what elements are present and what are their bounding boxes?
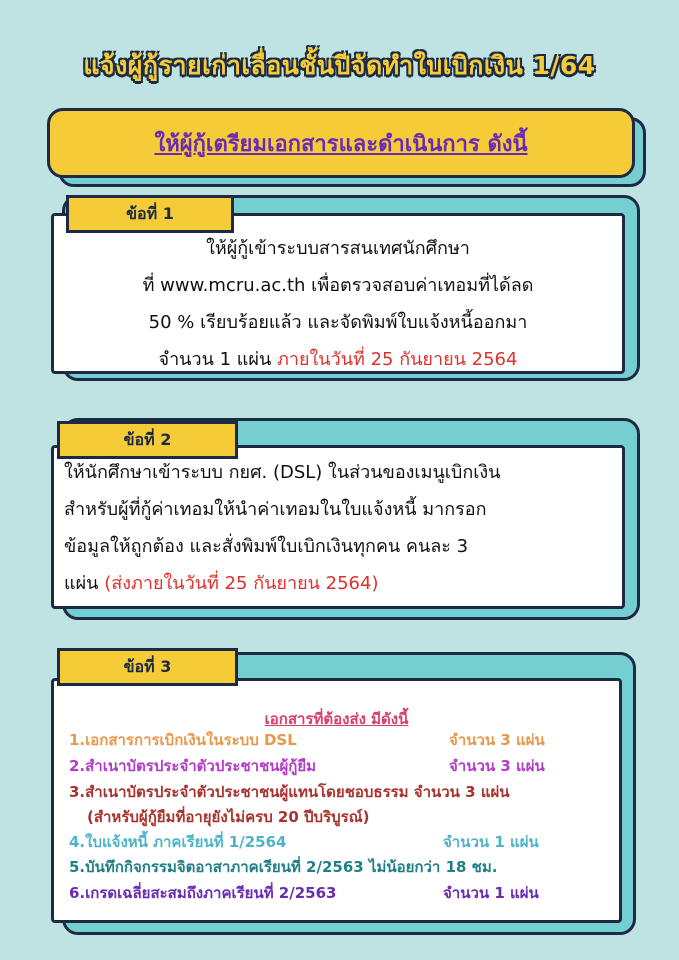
document-quantity: จำนวน 3 แผ่น bbox=[449, 757, 545, 775]
document-item: 2.สำเนาบัตรประจำตัวประชาชนผู้กู้ยืม bbox=[69, 757, 317, 775]
step1-line2: ที่ www.mcru.ac.th เพื่อตรวจสอบค่าเทอมที่ได้ลด bbox=[142, 275, 534, 296]
document-item: 3.สำเนาบัตรประจำตัวประชาชนผู้แทนโดยชอบธรรม จำนวน 3 แผ่น bbox=[69, 783, 510, 801]
step2-line1: ให้นักศึกษาเข้าระบบ กยศ. (DSL) ในส่วนของเมนูเบิกเงิน bbox=[64, 462, 501, 483]
document-item: 4.ใบแจ้งหนี้ ภาคเรียนที่ 1/2564 bbox=[69, 833, 287, 851]
step1-card bbox=[51, 213, 625, 374]
step2-deadline: (ส่งภายในวันที่ 25 กันยายน 2564) bbox=[104, 573, 379, 594]
step1-line4-prefix: จำนวน 1 แผ่น bbox=[158, 349, 277, 370]
document-item: 6.เกรดเฉลี่ยสะสมถึงภาคเรียนที่ 2/2563 bbox=[69, 884, 337, 902]
banner-text: ให้ผู้กู้เตรียมเอกสารและดำเนินการ ดังนี้ bbox=[154, 131, 528, 157]
step1-line1: ให้ผู้กู้เข้าระบบสารสนเทศนักศึกษา bbox=[206, 238, 470, 259]
document-quantity: จำนวน 1 แผ่น bbox=[443, 884, 539, 902]
step2-line2: สำหรับผู้ที่กู้ค่าเทอมให้นำค่าเทอมในใบแจ้งหนี้ มากรอก bbox=[64, 499, 487, 520]
documents-title: เอกสารที่ต้องส่ง มีดังนี้ bbox=[264, 710, 409, 728]
step2-line4 bbox=[64, 565, 620, 602]
document-quantity: จำนวน 1 แผ่น bbox=[443, 833, 539, 851]
step2-line4-prefix: แผ่น bbox=[64, 573, 105, 594]
document-quantity: จำนวน 3 แผ่น bbox=[449, 731, 545, 749]
step2-card bbox=[51, 445, 625, 609]
step3-tag: ข้อที่ 3 bbox=[57, 648, 238, 686]
step1-line4 bbox=[54, 341, 622, 378]
document-item: 1.เอกสารการเบิกเงินในระบบ DSL bbox=[69, 731, 297, 749]
page-title: แจ้งผู้กู้รายเก่าเลื่อนชั้นปีจัดทำใบเบิกเงิน 1/64 bbox=[83, 51, 596, 80]
document-item: (สำหรับผู้กู้ยืมที่อายุยังไม่ครบ 20 ปีบริบูรณ์) bbox=[87, 808, 370, 826]
step2-line3: ข้อมูลให้ถูกต้อง และสั่งพิมพ์ใบเบิกเงินทุกคน คนละ 3 bbox=[64, 536, 469, 557]
step1-tag: ข้อที่ 1 bbox=[66, 195, 234, 233]
instructions-banner bbox=[47, 108, 635, 178]
step2-tag: ข้อที่ 2 bbox=[57, 421, 238, 459]
step3-card bbox=[51, 678, 622, 923]
document-item: 5.บันทึกกิจกรรมจิตอาสาภาคเรียนที่ 2/2563 ไม่น้อยกว่า 18 ชม. bbox=[69, 858, 498, 876]
step1-line3: 50 % เรียบร้อยแล้ว และจัดพิมพ์ใบแจ้งหนี้ออกมา bbox=[148, 312, 528, 333]
step1-deadline: ภายในวันที่ 25 กันยายน 2564 bbox=[276, 349, 518, 370]
